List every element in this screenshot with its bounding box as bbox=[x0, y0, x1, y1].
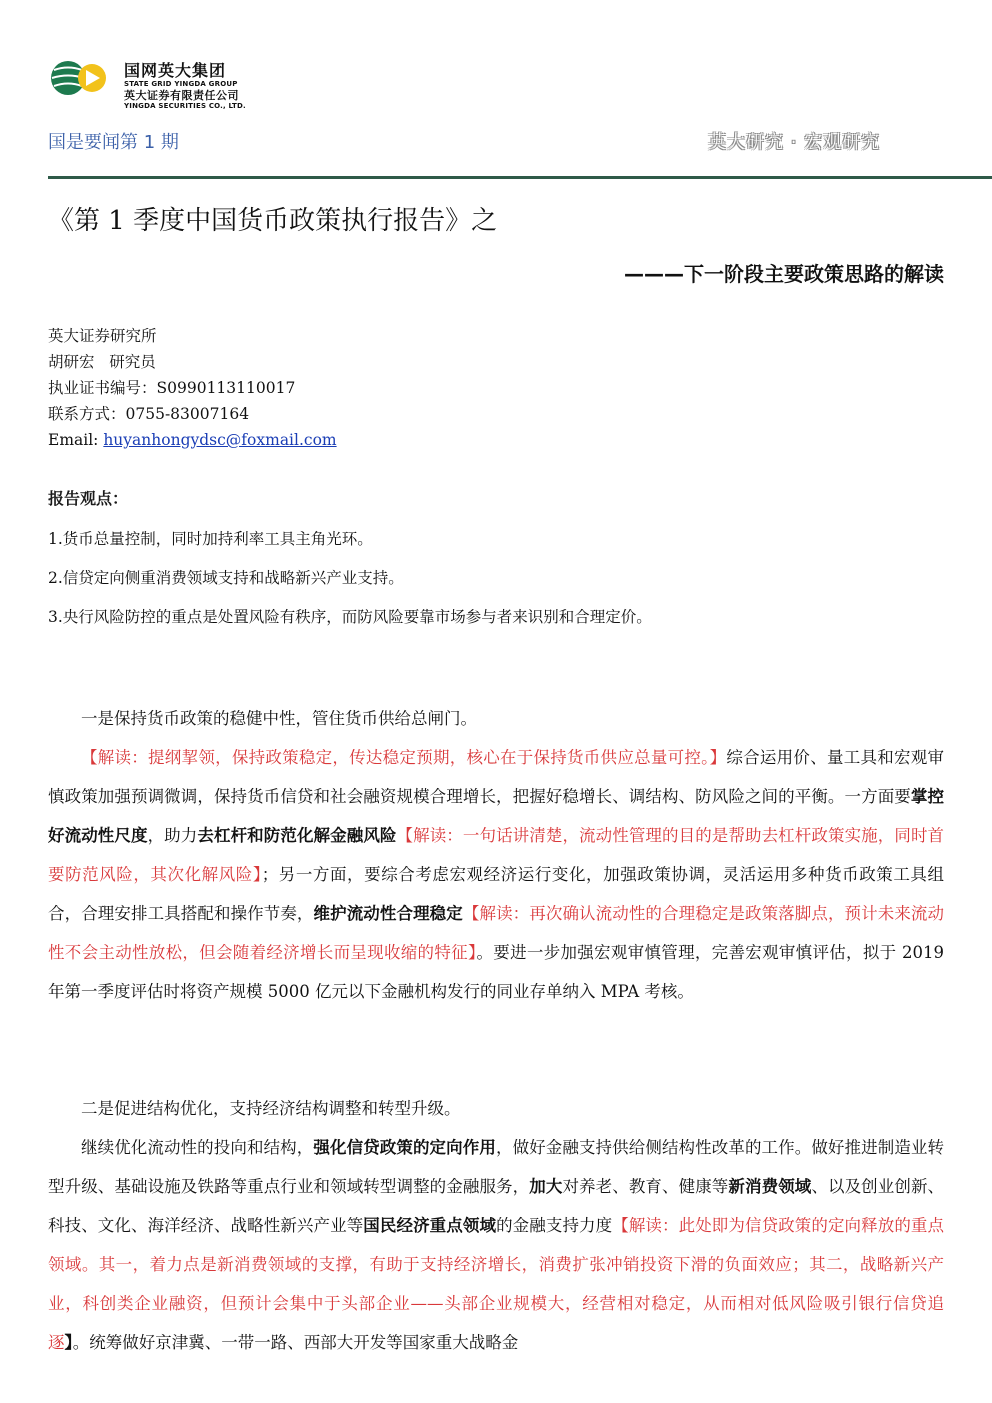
body-text: 、以及创业创新、科技、文化、海洋经济、战略性新兴产业等 bbox=[48, 1177, 945, 1235]
section-2-paragraph bbox=[48, 1128, 944, 1362]
author-email-row bbox=[48, 427, 337, 453]
body-text: 综合运用价、量工具和宏观审慎政策加强预调微调，保持货币信贷和社会融资规模合理增长，把握好稳增长、调结构、防风险之间的平衡。一方面要 bbox=[48, 748, 945, 806]
annotation: 【解读：一句话讲清楚，流动性管理的目的是帮助去杠杆政策实施，同时首要防范风险，其次化解风险】 bbox=[48, 826, 945, 884]
section-1-heading: 一是保持货币政策的稳健中性，管住货币供给总闸门。 bbox=[81, 709, 477, 728]
view-item: 3.央行风险防控的重点是处置风险有秩序，而防风险要靠市场参与者来识别和合理定价。 bbox=[48, 608, 652, 626]
author-institute: 英大证券研究所 bbox=[48, 327, 157, 345]
view-item: 1.货币总量控制，同时加持利率工具主角光环。 bbox=[48, 530, 373, 548]
emphasis: 维护流动性合理稳定 bbox=[313, 904, 463, 923]
subsidiary-name-en: YINGDA SECURITIES CO., LTD. bbox=[124, 102, 246, 110]
emphasis: 强化信贷政策的定向作用 bbox=[313, 1138, 496, 1157]
author-cert: 执业证书编号：S0990113110017 bbox=[48, 379, 296, 397]
author-block bbox=[48, 323, 337, 453]
annotation: 【解读：再次确认流动性的合理稳定是政策落脚点，预计未来流动性不会主动性放松，但会随着经济增长而呈现收缩的特征】 bbox=[48, 904, 945, 962]
body-text: ；另一方面，要综合考虑宏观经济运行变化，加强政策协调，灵活运用多种货币政策工具组合，合理安排工具搭配和操作节奏， bbox=[48, 865, 944, 923]
body-text: 的金融支持力度 bbox=[496, 1216, 613, 1235]
emphasis: 国民经济重点领域 bbox=[363, 1216, 497, 1235]
body-text: ，做好金融支持供给侧结构性改革的工作。做好推进制造业转型升级、基础设施及铁路等重点行业和领域转型调整的金融服务， bbox=[48, 1138, 945, 1196]
author-name: 胡研宏 研究员 bbox=[48, 353, 156, 371]
section-1-paragraph bbox=[48, 738, 944, 1011]
section-2-heading: 二是促进结构优化，支持经济结构调整和转型升级。 bbox=[81, 1099, 461, 1118]
emphasis: 加大 bbox=[529, 1177, 563, 1196]
view-item: 2.信贷定向侧重消费领域支持和战略新兴产业支持。 bbox=[48, 569, 404, 587]
company-name-block bbox=[124, 62, 246, 111]
issue-label: 国是要闻第 1 期 bbox=[48, 132, 179, 153]
author-contact: 联系方式：0755-83007164 bbox=[48, 405, 250, 423]
email-label: Email: bbox=[48, 431, 104, 449]
body-text: 继续优化流动性的投向和结构， bbox=[81, 1138, 314, 1157]
subsidiary-name-cn: 英大证券有限责任公司 bbox=[124, 89, 239, 102]
emphasis: 新消费领域 bbox=[728, 1177, 812, 1196]
page-title: 《第 1 季度中国货币政策执行报告》之 bbox=[48, 206, 498, 236]
company-logo bbox=[50, 58, 112, 98]
section-2 bbox=[48, 1089, 944, 1362]
annotation: 【解读：提纲挈领，保持政策稳定，传达稳定预期，核心在于保持货币供应总量可控。】 bbox=[81, 748, 727, 767]
body-text: 。统筹做好京津冀、一带一路、西部大开发等国家重大战略金 bbox=[72, 1333, 519, 1352]
emphasis: 去杠杆和防范化解金融风险 bbox=[197, 826, 397, 845]
page-subtitle: ———下一阶段主要政策思路的解读 bbox=[624, 262, 944, 286]
emphasis: 】 bbox=[64, 1333, 73, 1352]
company-name-cn: 国网英大集团 bbox=[124, 61, 227, 80]
annotation: 【解读：此处即为信贷政策的定向释放的重点领域。其一，着力点是新消费领域的支撑，有助于支持经济增长，消费扩张冲销投资下滑的负面效应；其二，战略新兴产业，科创类企业融资，但预计会集中于头部企业——头部企业规模大，经营相对稳定，从而相对低风险吸引银行信贷追逐 bbox=[48, 1216, 945, 1352]
body-text: 对养老、教育、健康等 bbox=[562, 1177, 729, 1196]
section-1 bbox=[48, 699, 944, 1011]
emphasis: 掌控好流动性尺度 bbox=[48, 787, 945, 845]
series-label: 英大研究 · 宏观研究 bbox=[708, 132, 881, 153]
body-text: ，助力 bbox=[147, 826, 198, 845]
company-name-en: STATE GRID YINGDA GROUP bbox=[124, 80, 238, 88]
header-divider bbox=[48, 176, 992, 179]
email-link[interactable]: huyanhongydsc@foxmail.com bbox=[103, 431, 337, 449]
body-text: 。要进一步加强宏观审慎管理，完善宏观审慎评估，拟于 2019 年第一季度评估时将资产规模 5000 亿元以下金融机构发行的同业存单纳入 MPA 考核。 bbox=[48, 943, 944, 1001]
views-heading: 报告观点： bbox=[48, 489, 129, 508]
